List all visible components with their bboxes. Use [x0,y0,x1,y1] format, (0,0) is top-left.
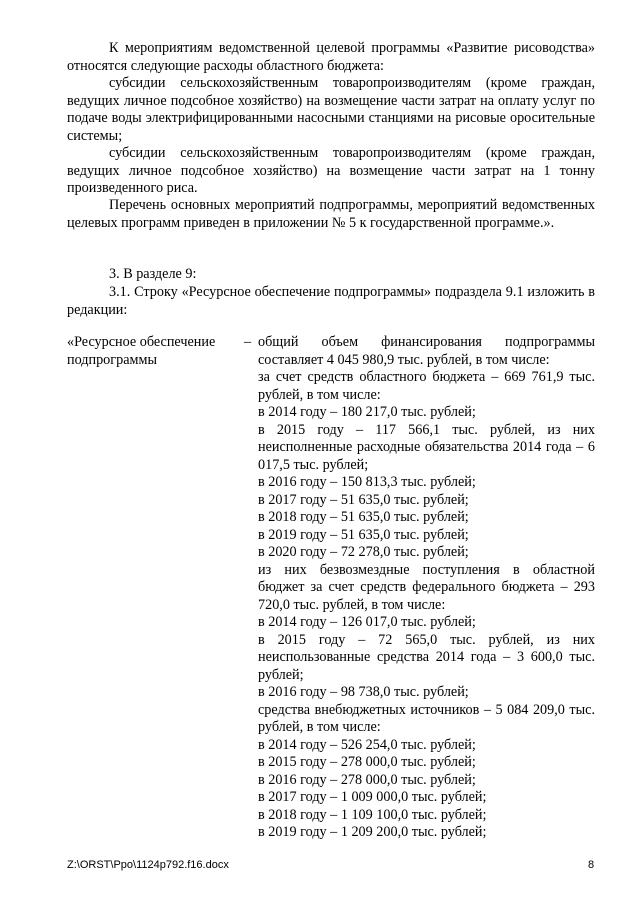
paragraph-rice-program [67,40,595,75]
paragraph-section-3-1 [67,284,595,319]
resource-line: общий объем финансирования подпрограммы составляет 4 045 980,9 тыс. рублей, в том числе: [258,334,595,368]
resource-line: в 2019 году – 1 209 200,0 тыс. рублей; [258,824,487,840]
resource-line: в 2015 году – 117 566,1 тыс. рублей, из них неисполненные расходные обязательства 2014 года – 6 017,5 тыс. рублей; [258,421,595,473]
resource-label: «Ресурсное обеспечение подпрограммы [67,334,216,368]
paragraph-section-9 [67,266,595,284]
label-dash: – [244,334,252,350]
resource-line: в 2015 году – 72 565,0 тыс. рублей, из них неиспользованные средства 2014 года – 3 600,0 тыс. рублей; [258,631,595,683]
resource-line: в 2017 году – 51 635,0 тыс. рублей; [258,491,469,508]
paragraph-text: К мероприятиям ведомственной целевой программы «Развитие рисоводства» относятся следующие расходы областного бюджета: [67,40,595,74]
paragraph-text: 3.1. Строку «Ресурсное обеспечение подпрограммы» подраздела 9.1 изложить в редакции: [67,284,595,318]
paragraph-text: 3. В разделе 9: [109,266,197,282]
resource-line: в 2014 году – 180 217,0 тыс. рублей; [258,404,476,420]
resource-line: в 2014 году – 526 254,0 тыс. рублей; [258,736,476,753]
resource-line: в 2016 году – 150 813,3 тыс. рублей; [258,474,476,490]
resource-line: в 2019 году – 51 635,0 тыс. рублей; [258,526,469,543]
resource-details [258,334,595,842]
paragraph-subsidy-water [67,75,595,145]
footer-file-path: Z:\ORST\Ppo\1124p792.f16.docx [67,859,229,871]
page-number: 8 [588,859,595,871]
paragraph-text: субсидии сельскохозяйственным товаропроизводителям (кроме граждан, ведущих личное подсобное хозяйство) на возмещение части затрат на 1 тонну произведенного риса. [67,145,595,196]
resource-line: в 2018 году – 1 109 100,0 тыс. рублей; [258,806,487,823]
resource-line: средства внебюджетных источников – 5 084 209,0 тыс. рублей, в том числе: [258,701,595,735]
paragraph-subsidy-rice [67,145,595,198]
resource-line: в 2017 году – 1 009 000,0 тыс. рублей; [258,789,487,805]
resource-line: за счет средств областного бюджета – 669 761,9 тыс. рублей, в том числе: [258,369,595,403]
resource-line: в 2014 году – 126 017,0 тыс. рублей; [258,614,476,630]
resource-line: в 2016 году – 98 738,0 тыс. рублей; [258,684,469,700]
resource-line: в 2018 году – 51 635,0 тыс. рублей; [258,509,469,525]
resource-line: в 2020 году – 72 278,0 тыс. рублей; [258,544,469,560]
resource-line: в 2016 году – 278 000,0 тыс. рублей; [258,771,476,788]
resource-line: из них безвозмездные поступления в областной бюджет за счет средств федерального бюджета – 293 720,0 тыс. рублей, в том числе: [258,561,595,613]
paragraph-list-reference [67,197,595,232]
paragraph-text: Перечень основных мероприятий подпрограммы, мероприятий ведомственных целевых программ приведен в приложении № 5 к государственной программе.». [67,197,595,231]
resource-line: в 2015 году – 278 000,0 тыс. рублей; [258,754,476,770]
paragraph-text: субсидии сельскохозяйственным товаропроизводителям (кроме граждан, ведущих личное подсобное хозяйство) на возмещение части затрат на оплату услуг по подаче воды электрифицированными насосными станциями на рисовые оросительные системы; [67,75,595,144]
